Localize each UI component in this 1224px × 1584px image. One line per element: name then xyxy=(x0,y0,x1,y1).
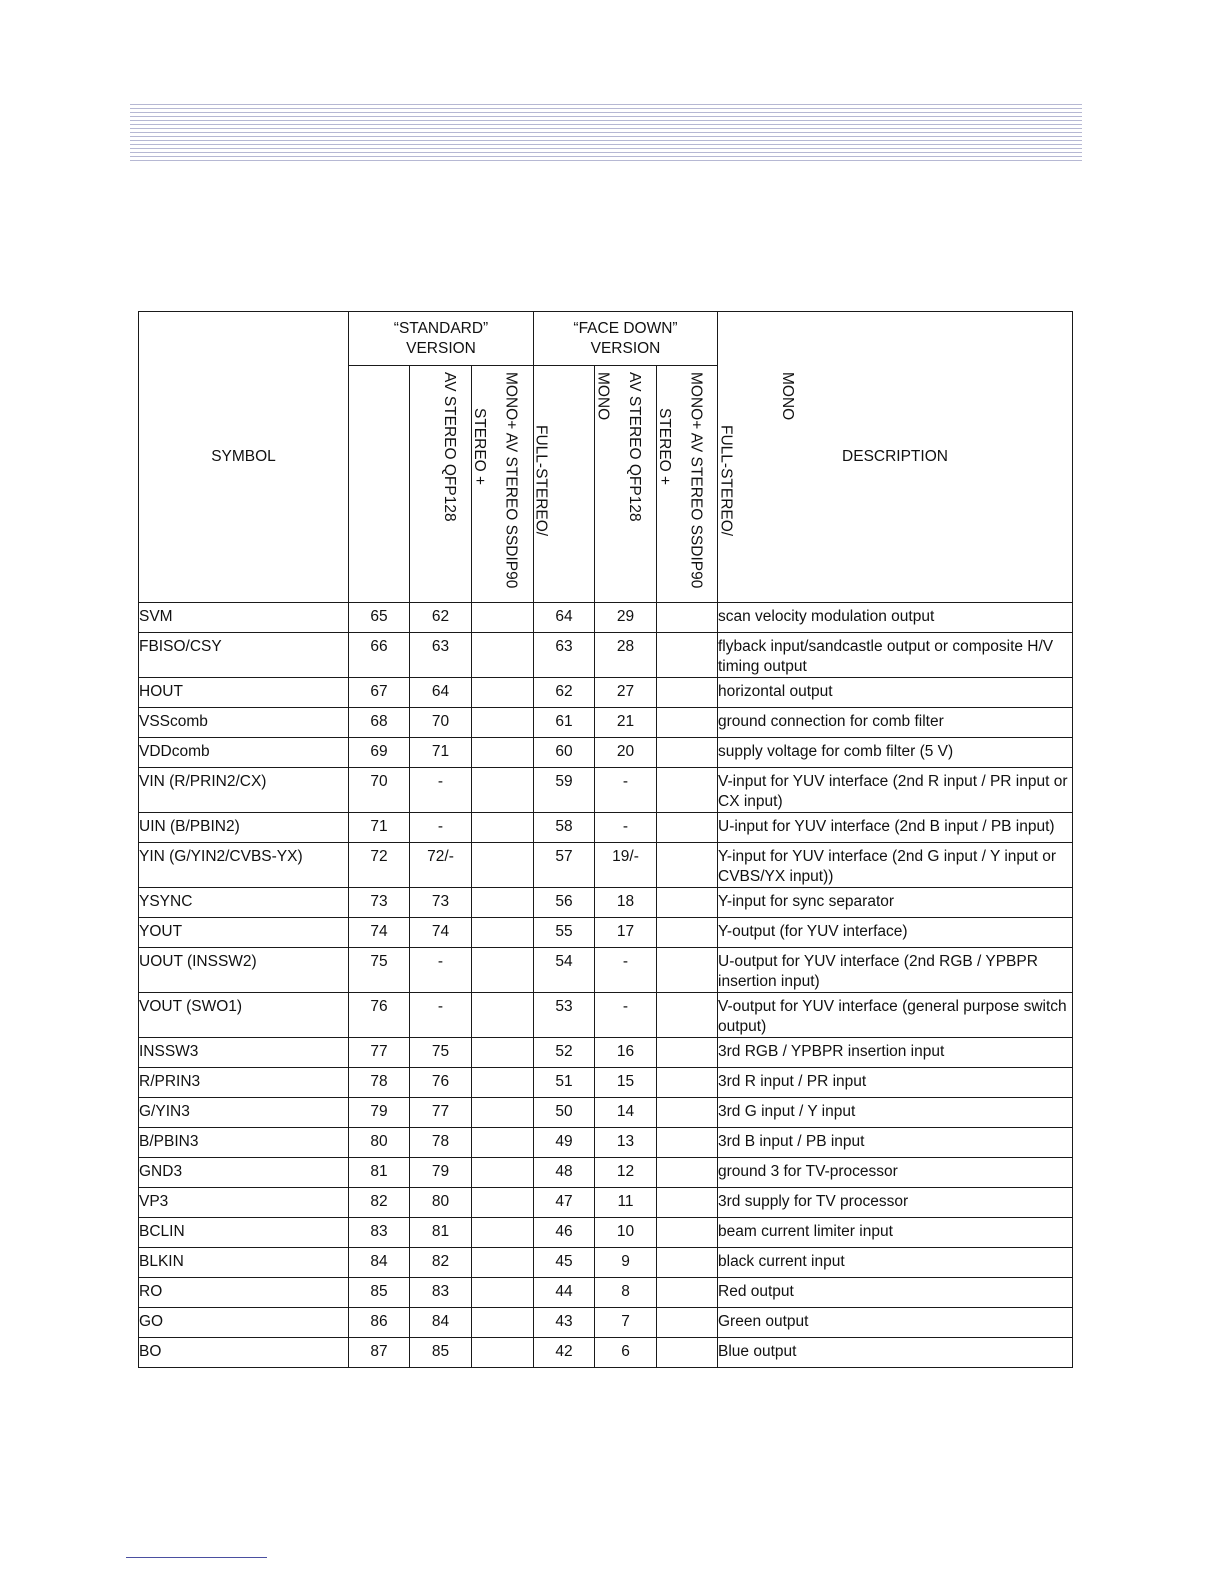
description-cell: beam current limiter input xyxy=(718,1218,1073,1248)
std-stereo-pin: 77 xyxy=(349,1038,410,1068)
std-mono-pin xyxy=(472,1038,534,1068)
description-cell: Y-input for YUV interface (2nd G input / Y input or CVBS/YX input)) xyxy=(718,843,1073,888)
symbol-cell: INSSW3 xyxy=(139,1038,349,1068)
symbol-cell: BLKIN xyxy=(139,1248,349,1278)
fd-fullstereo-pin: 15 xyxy=(595,1068,657,1098)
table-row xyxy=(139,1338,1073,1368)
std-mono-pin xyxy=(472,1068,534,1098)
std-mono-pin xyxy=(472,603,534,633)
std-fullstereo-pin: 82 xyxy=(410,1248,472,1278)
symbol-cell: RO xyxy=(139,1278,349,1308)
table-row xyxy=(139,1128,1073,1158)
symbol-cell: BCLIN xyxy=(139,1218,349,1248)
std-fullstereo-pin: 64 xyxy=(410,678,472,708)
fd-stereo-pin: 43 xyxy=(534,1308,595,1338)
table-row xyxy=(139,813,1073,843)
fd-fullstereo-pin: 28 xyxy=(595,633,657,678)
std-mono-pin xyxy=(472,708,534,738)
symbol-cell: VSScomb xyxy=(139,708,349,738)
fd-stereo-pin: 59 xyxy=(534,768,595,813)
fd-mono-pin xyxy=(657,1248,718,1278)
fd-mono-pin xyxy=(657,813,718,843)
fd-stereo-pin: 56 xyxy=(534,888,595,918)
std-fullstereo-pin: 73 xyxy=(410,888,472,918)
table-row xyxy=(139,768,1073,813)
std-fullstereo-pin: 77 xyxy=(410,1098,472,1128)
description-cell: U-output for YUV interface (2nd RGB / YPBPR insertion input) xyxy=(718,948,1073,993)
symbol-cell: YIN (G/YIN2/CVBS-YX) xyxy=(139,843,349,888)
std-stereo-pin: 87 xyxy=(349,1338,410,1368)
symbol-cell: HOUT xyxy=(139,678,349,708)
std-fullstereo-pin: 72/- xyxy=(410,843,472,888)
fd-stereo-pin: 60 xyxy=(534,738,595,768)
fd-stereo-pin: 46 xyxy=(534,1218,595,1248)
std-stereo-pin: 72 xyxy=(349,843,410,888)
std-fullstereo-pin: 79 xyxy=(410,1158,472,1188)
description-cell: 3rd B input / PB input xyxy=(718,1128,1073,1158)
std-stereo-pin: 73 xyxy=(349,888,410,918)
fd-fullstereo-pin: 12 xyxy=(595,1158,657,1188)
symbol-cell: BO xyxy=(139,1338,349,1368)
table-row xyxy=(139,1068,1073,1098)
fd-fullstereo-pin: 29 xyxy=(595,603,657,633)
std-mono-pin xyxy=(472,633,534,678)
std-mono-pin xyxy=(472,1098,534,1128)
fd-mono-pin xyxy=(657,993,718,1038)
symbol-cell: G/YIN3 xyxy=(139,1098,349,1128)
std-stereo-pin: 86 xyxy=(349,1308,410,1338)
fd-stereo-pin: 45 xyxy=(534,1248,595,1278)
description-cell: ground connection for comb filter xyxy=(718,708,1073,738)
fd-stereo-pin: 48 xyxy=(534,1158,595,1188)
fd-fullstereo-pin: 16 xyxy=(595,1038,657,1068)
fd-fullstereo-pin: - xyxy=(595,813,657,843)
symbol-cell: FBISO/CSY xyxy=(139,633,349,678)
fd-fullstereo-pin: 8 xyxy=(595,1278,657,1308)
fd-mono-pin xyxy=(657,888,718,918)
std-fullstereo-pin: - xyxy=(410,768,472,813)
symbol-cell: VP3 xyxy=(139,1188,349,1218)
symbol-cell: UIN (B/PBIN2) xyxy=(139,813,349,843)
std-stereo-pin: 79 xyxy=(349,1098,410,1128)
fd-mono-pin xyxy=(657,843,718,888)
description-cell: Blue output xyxy=(718,1338,1073,1368)
table-row xyxy=(139,738,1073,768)
description-cell: flyback input/sandcastle output or composite H/V timing output xyxy=(718,633,1073,678)
std-stereo-pin: 82 xyxy=(349,1188,410,1218)
fd-fullstereo-pin: 11 xyxy=(595,1188,657,1218)
fd-mono-pin xyxy=(657,1128,718,1158)
fd-fullstereo-pin: 9 xyxy=(595,1248,657,1278)
table-row xyxy=(139,1098,1073,1128)
fd-mono-pin xyxy=(657,1308,718,1338)
description-cell: V-input for YUV interface (2nd R input / PR input or CX input) xyxy=(718,768,1073,813)
fd-stereo-pin: 44 xyxy=(534,1278,595,1308)
std-fullstereo-pin: - xyxy=(410,813,472,843)
fd-stereo-qfp128-header: STEREO + AV STEREO QFP128 xyxy=(534,366,595,603)
table-row xyxy=(139,918,1073,948)
std-fullstereo-pin: 71 xyxy=(410,738,472,768)
description-cell: horizontal output xyxy=(718,678,1073,708)
symbol-cell: YOUT xyxy=(139,918,349,948)
std-stereo-pin: 65 xyxy=(349,603,410,633)
std-stereo-qfp128-header: STEREO + AV STEREO QFP128 xyxy=(349,366,410,603)
fd-mono-header: MONO xyxy=(657,366,718,603)
std-fullstereo-pin: 78 xyxy=(410,1128,472,1158)
fd-fullstereo-pin: 19/- xyxy=(595,843,657,888)
std-mono-pin xyxy=(472,1278,534,1308)
std-fullstereo-pin: 83 xyxy=(410,1278,472,1308)
std-stereo-pin: 75 xyxy=(349,948,410,993)
table-row xyxy=(139,603,1073,633)
symbol-header: SYMBOL xyxy=(139,312,349,603)
table-row xyxy=(139,708,1073,738)
std-mono-pin xyxy=(472,1248,534,1278)
face-down-version-header: “FACE DOWN” VERSION xyxy=(534,312,718,366)
table-row xyxy=(139,843,1073,888)
description-header: DESCRIPTION xyxy=(718,312,1073,603)
std-mono-pin xyxy=(472,1158,534,1188)
fd-stereo-pin: 49 xyxy=(534,1128,595,1158)
table-row xyxy=(139,1278,1073,1308)
description-cell: black current input xyxy=(718,1248,1073,1278)
std-stereo-pin: 70 xyxy=(349,768,410,813)
symbol-cell: B/PBIN3 xyxy=(139,1128,349,1158)
fd-mono-pin xyxy=(657,1158,718,1188)
std-stereo-pin: 81 xyxy=(349,1158,410,1188)
std-fullstereo-pin: 84 xyxy=(410,1308,472,1338)
fd-stereo-pin: 51 xyxy=(534,1068,595,1098)
fd-stereo-pin: 47 xyxy=(534,1188,595,1218)
std-mono-pin xyxy=(472,1218,534,1248)
std-mono-pin xyxy=(472,678,534,708)
fd-fullstereo-pin: 17 xyxy=(595,918,657,948)
std-mono-pin xyxy=(472,1128,534,1158)
table-row xyxy=(139,1308,1073,1338)
description-cell: 3rd supply for TV processor xyxy=(718,1188,1073,1218)
fd-stereo-pin: 62 xyxy=(534,678,595,708)
fd-stereo-pin: 54 xyxy=(534,948,595,993)
fd-mono-pin xyxy=(657,768,718,813)
fd-fullstereo-pin: 13 xyxy=(595,1128,657,1158)
std-fullstereo-pin: 81 xyxy=(410,1218,472,1248)
std-stereo-pin: 83 xyxy=(349,1218,410,1248)
description-cell: Y-input for sync separator xyxy=(718,888,1073,918)
std-fullstereo-pin: 85 xyxy=(410,1338,472,1368)
std-fullstereo-pin: 74 xyxy=(410,918,472,948)
fd-stereo-pin: 42 xyxy=(534,1338,595,1368)
fd-mono-pin xyxy=(657,1068,718,1098)
std-mono-pin xyxy=(472,948,534,993)
std-mono-pin xyxy=(472,1308,534,1338)
std-stereo-pin: 84 xyxy=(349,1248,410,1278)
std-stereo-pin: 69 xyxy=(349,738,410,768)
std-mono-pin xyxy=(472,918,534,948)
fd-mono-pin xyxy=(657,1098,718,1128)
std-stereo-pin: 66 xyxy=(349,633,410,678)
description-cell: supply voltage for comb filter (5 V) xyxy=(718,738,1073,768)
description-cell: V-output for YUV interface (general purpose switch output) xyxy=(718,993,1073,1038)
fd-fullstereo-pin: - xyxy=(595,948,657,993)
description-cell: Y-output (for YUV interface) xyxy=(718,918,1073,948)
fd-mono-pin xyxy=(657,1188,718,1218)
fd-stereo-pin: 58 xyxy=(534,813,595,843)
fd-stereo-pin: 50 xyxy=(534,1098,595,1128)
symbol-cell: YSYNC xyxy=(139,888,349,918)
fd-mono-pin xyxy=(657,678,718,708)
fd-mono-pin xyxy=(657,633,718,678)
std-mono-pin xyxy=(472,888,534,918)
std-stereo-pin: 67 xyxy=(349,678,410,708)
fd-fullstereo-pin: 6 xyxy=(595,1338,657,1368)
fd-mono-pin xyxy=(657,1038,718,1068)
std-stereo-pin: 76 xyxy=(349,993,410,1038)
symbol-cell: R/PRIN3 xyxy=(139,1068,349,1098)
std-fullstereo-pin: - xyxy=(410,993,472,1038)
description-cell: ground 3 for TV-processor xyxy=(718,1158,1073,1188)
description-cell: scan velocity modulation output xyxy=(718,603,1073,633)
fd-mono-pin xyxy=(657,1278,718,1308)
std-fullstereo-pin: 75 xyxy=(410,1038,472,1068)
std-fullstereo-ssdip90-header: FULL-STEREO/ MONO+ AV STEREO SSDIP90 xyxy=(410,366,472,603)
table-row xyxy=(139,993,1073,1038)
fd-fullstereo-pin: 14 xyxy=(595,1098,657,1128)
symbol-cell: VOUT (SWO1) xyxy=(139,993,349,1038)
fd-mono-pin xyxy=(657,948,718,993)
fd-stereo-pin: 64 xyxy=(534,603,595,633)
table-row xyxy=(139,678,1073,708)
symbol-cell: SVM xyxy=(139,603,349,633)
table-row xyxy=(139,633,1073,678)
std-mono-pin xyxy=(472,738,534,768)
table-row xyxy=(139,1188,1073,1218)
fd-stereo-pin: 61 xyxy=(534,708,595,738)
description-cell: 3rd RGB / YPBPR insertion input xyxy=(718,1038,1073,1068)
std-mono-pin xyxy=(472,843,534,888)
fd-fullstereo-pin: 21 xyxy=(595,708,657,738)
fd-stereo-pin: 57 xyxy=(534,843,595,888)
table-row xyxy=(139,1248,1073,1278)
symbol-cell: VIN (R/PRIN2/CX) xyxy=(139,768,349,813)
fd-mono-pin xyxy=(657,738,718,768)
fd-mono-pin xyxy=(657,918,718,948)
std-mono-pin xyxy=(472,813,534,843)
std-stereo-pin: 71 xyxy=(349,813,410,843)
standard-version-header: “STANDARD” VERSION xyxy=(349,312,534,366)
fd-fullstereo-pin: 7 xyxy=(595,1308,657,1338)
fd-mono-pin xyxy=(657,1338,718,1368)
std-fullstereo-pin: 70 xyxy=(410,708,472,738)
fd-fullstereo-pin: - xyxy=(595,993,657,1038)
std-mono-pin xyxy=(472,1188,534,1218)
fd-mono-pin xyxy=(657,1218,718,1248)
fd-fullstereo-pin: - xyxy=(595,768,657,813)
std-fullstereo-pin: 80 xyxy=(410,1188,472,1218)
fd-stereo-pin: 53 xyxy=(534,993,595,1038)
symbol-cell: VDDcomb xyxy=(139,738,349,768)
std-stereo-pin: 80 xyxy=(349,1128,410,1158)
description-cell: 3rd R input / PR input xyxy=(718,1068,1073,1098)
std-fullstereo-pin: 62 xyxy=(410,603,472,633)
std-stereo-pin: 74 xyxy=(349,918,410,948)
fd-stereo-pin: 55 xyxy=(534,918,595,948)
table-row xyxy=(139,1038,1073,1068)
fd-stereo-pin: 52 xyxy=(534,1038,595,1068)
fd-fullstereo-ssdip90-header: FULL-STEREO/ MONO+ AV STEREO SSDIP90 xyxy=(595,366,657,603)
std-stereo-pin: 78 xyxy=(349,1068,410,1098)
description-cell: Red output xyxy=(718,1278,1073,1308)
description-cell: 3rd G input / Y input xyxy=(718,1098,1073,1128)
fd-mono-pin xyxy=(657,708,718,738)
fd-fullstereo-pin: 10 xyxy=(595,1218,657,1248)
std-fullstereo-pin: 63 xyxy=(410,633,472,678)
fd-fullstereo-pin: 27 xyxy=(595,678,657,708)
description-cell: Green output xyxy=(718,1308,1073,1338)
symbol-cell: UOUT (INSSW2) xyxy=(139,948,349,993)
table-row xyxy=(139,888,1073,918)
fd-fullstereo-pin: 18 xyxy=(595,888,657,918)
symbol-cell: GO xyxy=(139,1308,349,1338)
table-row xyxy=(139,948,1073,993)
footer-rule xyxy=(126,1557,267,1558)
std-mono-pin xyxy=(472,1338,534,1368)
pin-table xyxy=(138,311,1073,1368)
std-mono-header: MONO xyxy=(472,366,534,603)
symbol-cell: GND3 xyxy=(139,1158,349,1188)
fd-fullstereo-pin: 20 xyxy=(595,738,657,768)
header-rule-band xyxy=(130,104,1082,162)
std-stereo-pin: 85 xyxy=(349,1278,410,1308)
description-cell: U-input for YUV interface (2nd B input / PB input) xyxy=(718,813,1073,843)
std-mono-pin xyxy=(472,768,534,813)
fd-mono-pin xyxy=(657,603,718,633)
std-stereo-pin: 68 xyxy=(349,708,410,738)
std-fullstereo-pin: - xyxy=(410,948,472,993)
table-row xyxy=(139,1158,1073,1188)
table-row xyxy=(139,1218,1073,1248)
std-fullstereo-pin: 76 xyxy=(410,1068,472,1098)
std-mono-pin xyxy=(472,993,534,1038)
fd-stereo-pin: 63 xyxy=(534,633,595,678)
